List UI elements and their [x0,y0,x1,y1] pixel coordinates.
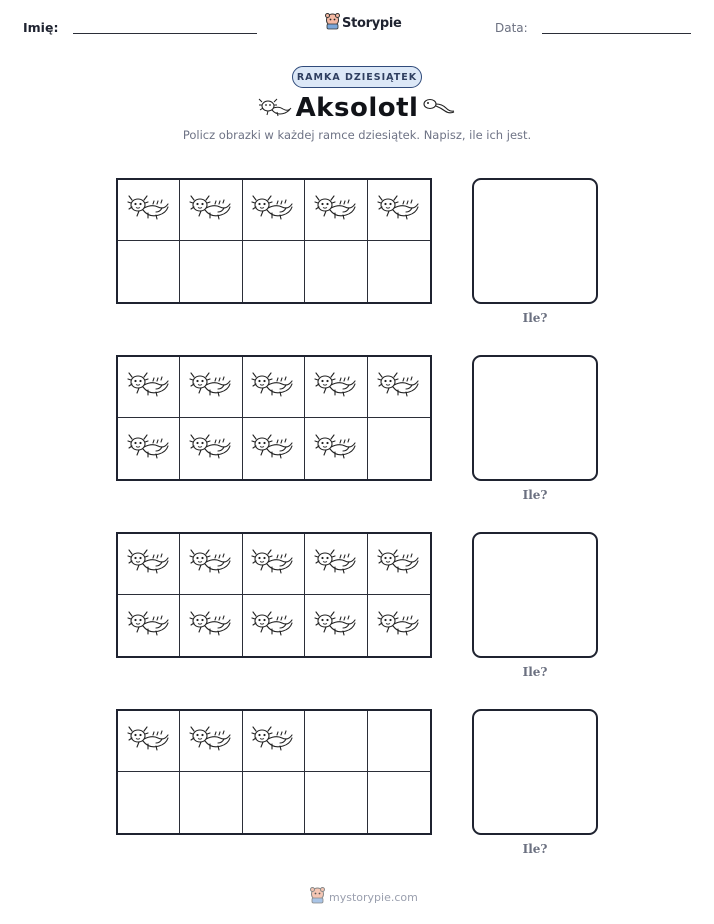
axolotl-icon [251,367,295,407]
answer-box[interactable] [472,355,598,481]
ten-frame-cell [305,241,367,302]
ten-frame-cell [368,711,430,772]
ten-frame-cell [118,534,180,595]
date-label: Data: [495,21,528,35]
ten-frame-cell [305,772,367,833]
ten-frame-cell [368,595,430,656]
ten-frame-cell [118,241,180,302]
name-line [73,33,257,34]
axolotl-icon [127,429,171,469]
axolotl-icon [314,190,358,230]
ten-frame-cell [180,595,242,656]
ten-frame-cell [118,711,180,772]
axolotl-icon [251,544,295,584]
axolotl-icon [314,367,358,407]
ten-frame-cell [118,772,180,833]
ten-frame-cell [368,241,430,302]
footer-url: mystorypie.com [329,891,418,904]
ten-frame-cell [243,241,305,302]
storypie-logo-icon [325,13,340,34]
axolotl-icon [189,544,233,584]
ten-frame-cell [305,534,367,595]
ten-frame-cell [243,772,305,833]
date-line [542,33,691,34]
ten-frame-cell [368,357,430,418]
worksheet-type-badge: RAMKA DZIESIĄTEK [292,66,422,88]
axolotl-icon [377,190,421,230]
ten-frame-cell [243,534,305,595]
brand-name: Storypie [342,16,402,31]
ten-frame-cell [180,357,242,418]
ten-frame-cell [243,180,305,241]
axolotl-icon [189,367,233,407]
axolotl-icon [251,190,295,230]
ten-frame-cell [243,595,305,656]
tadpole-icon [422,96,456,122]
ten-frame-cell [305,595,367,656]
axolotl-icon [127,721,171,761]
answer-box[interactable] [472,709,598,835]
ten-frame-cell [180,180,242,241]
ten-frame [116,178,432,304]
axolotl-icon [251,606,295,646]
answer-box[interactable] [472,532,598,658]
ten-frame [116,532,432,658]
ten-frame-cell [180,534,242,595]
axolotl-icon [127,367,171,407]
axolotl-icon [251,721,295,761]
ten-frame [116,355,432,481]
axolotl-icon [377,544,421,584]
ten-frame-cell [243,418,305,479]
ten-frame-cell [180,241,242,302]
ten-frame-cell [243,357,305,418]
axolotl-icon [314,544,358,584]
axolotl-icon [189,606,233,646]
axolotl-icon [127,544,171,584]
axolotl-icon [251,429,295,469]
ten-frame-cell [305,711,367,772]
ten-frame-cell [118,418,180,479]
axolotl-icon [127,190,171,230]
answer-label: Ile? [522,665,548,679]
name-label: Imię: [23,20,59,35]
logo [325,13,402,34]
ten-frame-cell [305,180,367,241]
axolotl-icon [314,606,358,646]
answer-label: Ile? [522,842,548,856]
axolotl-icon [377,367,421,407]
axolotl-icon [189,190,233,230]
footer [310,887,418,908]
ten-frame-cell [118,357,180,418]
answer-box[interactable] [472,178,598,304]
answer-label: Ile? [522,311,548,325]
ten-frame-cell [243,711,305,772]
instructions: Policz obrazki w każdej ramce dziesiątek. Napisz, ile ich jest. [182,128,532,142]
ten-frame-cell [368,418,430,479]
ten-frame-cell [180,772,242,833]
axolotl-icon [189,429,233,469]
ten-frame-cell [180,418,242,479]
ten-frame-cell [368,772,430,833]
axolotl-icon [377,606,421,646]
ten-frame-cell [305,357,367,418]
ten-frame-cell [118,180,180,241]
ten-frame [116,709,432,835]
axolotl-icon [314,429,358,469]
page-title: Aksolotl [295,93,419,123]
ten-frame-cell [180,711,242,772]
ten-frame-cell [118,595,180,656]
axolotl-icon [189,721,233,761]
storypie-logo-icon [310,887,325,908]
ten-frame-cell [368,534,430,595]
ten-frame-cell [368,180,430,241]
axolotl-icon [127,606,171,646]
ten-frame-cell [305,418,367,479]
answer-label: Ile? [522,488,548,502]
